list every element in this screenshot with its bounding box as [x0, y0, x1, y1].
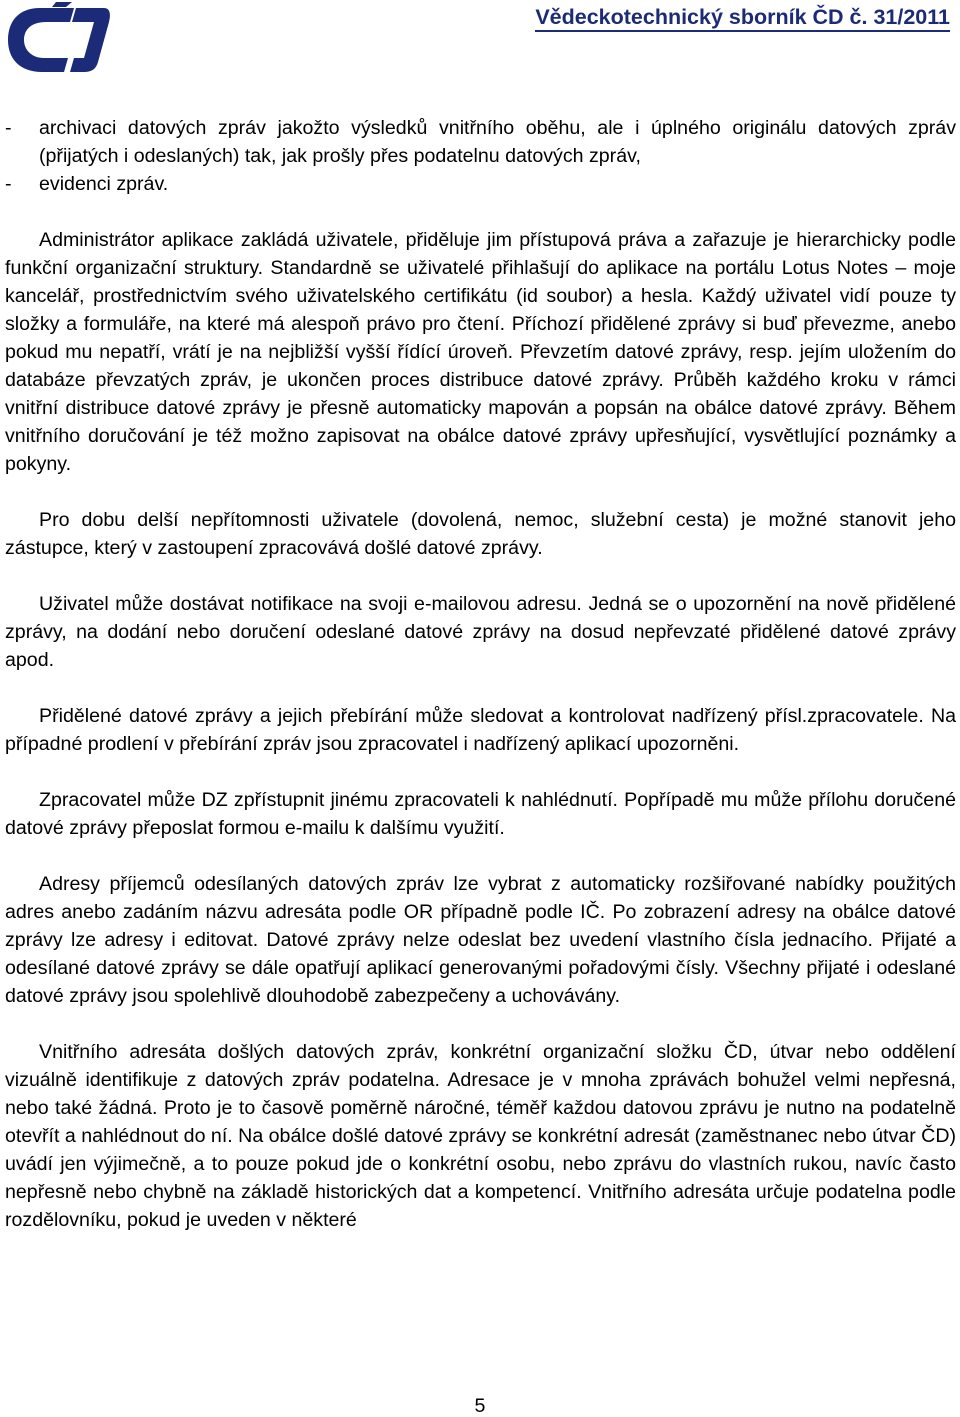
list-item: [5, 170, 956, 198]
paragraph: Pro dobu delší nepřítomnosti uživatele (dovolená, nemoc, služební cesta) je možné stanovit jeho zástupce, který v zastoupení zpracovává došlé datové zprávy.: [5, 509, 956, 559]
list-bullet: -: [5, 117, 12, 139]
list-item-text: archivaci datových zpráv jakožto výsledků vnitřního oběhu, ale i úplného originálu datových zpráv (přijatých i odeslaných) tak, jak prošly přes podatelnu datových zpráv,: [39, 117, 956, 167]
paragraph: Administrátor aplikace zakládá uživatele, přiděluje jim přístupová práva a zařazuje je hierarchicky podle funkční organizační struktury. Standardně se uživatelé přihlašují do aplikace na portálu Lotus Notes – moje kancelář, prostřednictvím svého uživatelského certifikátu (id soubor) a hesla. Každý uživatel vidí pouze ty složky a formuláře, na které má alespoň právo pro čtení. Příchozí přidělené zprávy si buď převezme, anebo pokud mu nepatří, vrátí je na nejbližší vyšší řídící úroveň. Převzetím datové zprávy, resp. jejím uložením do databáze převzatých zpráv, je ukončen proces distribuce datové zprávy. Průběh každého kroku v rámci vnitřní distribuce datové zprávy je přesně automaticky mapován a popsán na obálce datové zprávy. Během vnitřního doručování je též možno zapisovat na obálce datové zprávy upřesňující, vysvětlující poznámky a pokyny.: [5, 229, 956, 475]
journal-title: Vědeckotechnický sborník ČD č. 31/2011: [535, 4, 950, 32]
paragraph: Zpracovatel může DZ zpřístupnit jinému zpracovateli k nahlédnutí. Popřípadě mu může přílohu doručené datové zprávy přeposlat formou e-mailu k dalšímu využití.: [5, 789, 956, 839]
list-item: [5, 114, 956, 170]
cd-logo-icon: [4, 2, 112, 78]
list-item-text: evidenci zpráv.: [39, 173, 169, 195]
page-header: [0, 0, 960, 86]
paragraph: Uživatel může dostávat notifikace na svoji e-mailovou adresu. Jedná se o upozornění na nově přidělené zprávy, na dodání nebo doručení odeslané datové zprávy na dosud nepřevzaté přidělené datové zprávy apod.: [5, 593, 956, 671]
article-body: [5, 114, 956, 1234]
paragraph: Adresy příjemců odesílaných datových zpráv lze vybrat z automaticky rozšiřované nabídky použitých adres anebo zadáním názvu adresáta podle OR případně podle IČ. Po zobrazení adresy na obálce datové zprávy lze adresy i editovat. Datové zprávy nelze odeslat bez uvedení vlastního čísla jednacího. Přijaté a odesílané datové zprávy se dále opatřují aplikací generovanými pořadovými čísly. Všechny přijaté i odeslané datové zprávy jsou spolehlivě dlouhodobě zabezpečeny a uchovávány.: [5, 873, 956, 1007]
paragraph: Vnitřního adresáta došlých datových zpráv, konkrétní organizační složku ČD, útvar nebo oddělení vizuálně identifikuje z datových zpráv podatelna. Adresace je v mnoha zprávách bohužel velmi nepřesná, nebo také žádná. Proto je to časově poměrně náročné, téměř každou datovou zprávu je nutno na podatelně otevřít a nahlédnout do ní. Na obálce došlé datové zprávy se konkrétní adresát (zaměstnanec nebo útvar ČD) uvádí jen výjimečně, a to pouze pokud jde o konkrétní osobu, nebo zprávu do vlastních rukou, navíc často nepřesně nebo chybně na základě historických dat a kompetencí. Vnitřního adresáta určuje podatelna podle rozdělovníku, pokud je uveden v některé: [5, 1041, 956, 1231]
paragraph: Přidělené datové zprávy a jejich přebírání může sledovat a kontrolovat nadřízený přísl.zpracovatele. Na případné prodlení v přebírání zpráv jsou zpracovatel i nadřízený aplikací upozorněni.: [5, 705, 956, 755]
page-number: 5: [474, 1395, 486, 1417]
list-bullet: -: [5, 173, 12, 195]
